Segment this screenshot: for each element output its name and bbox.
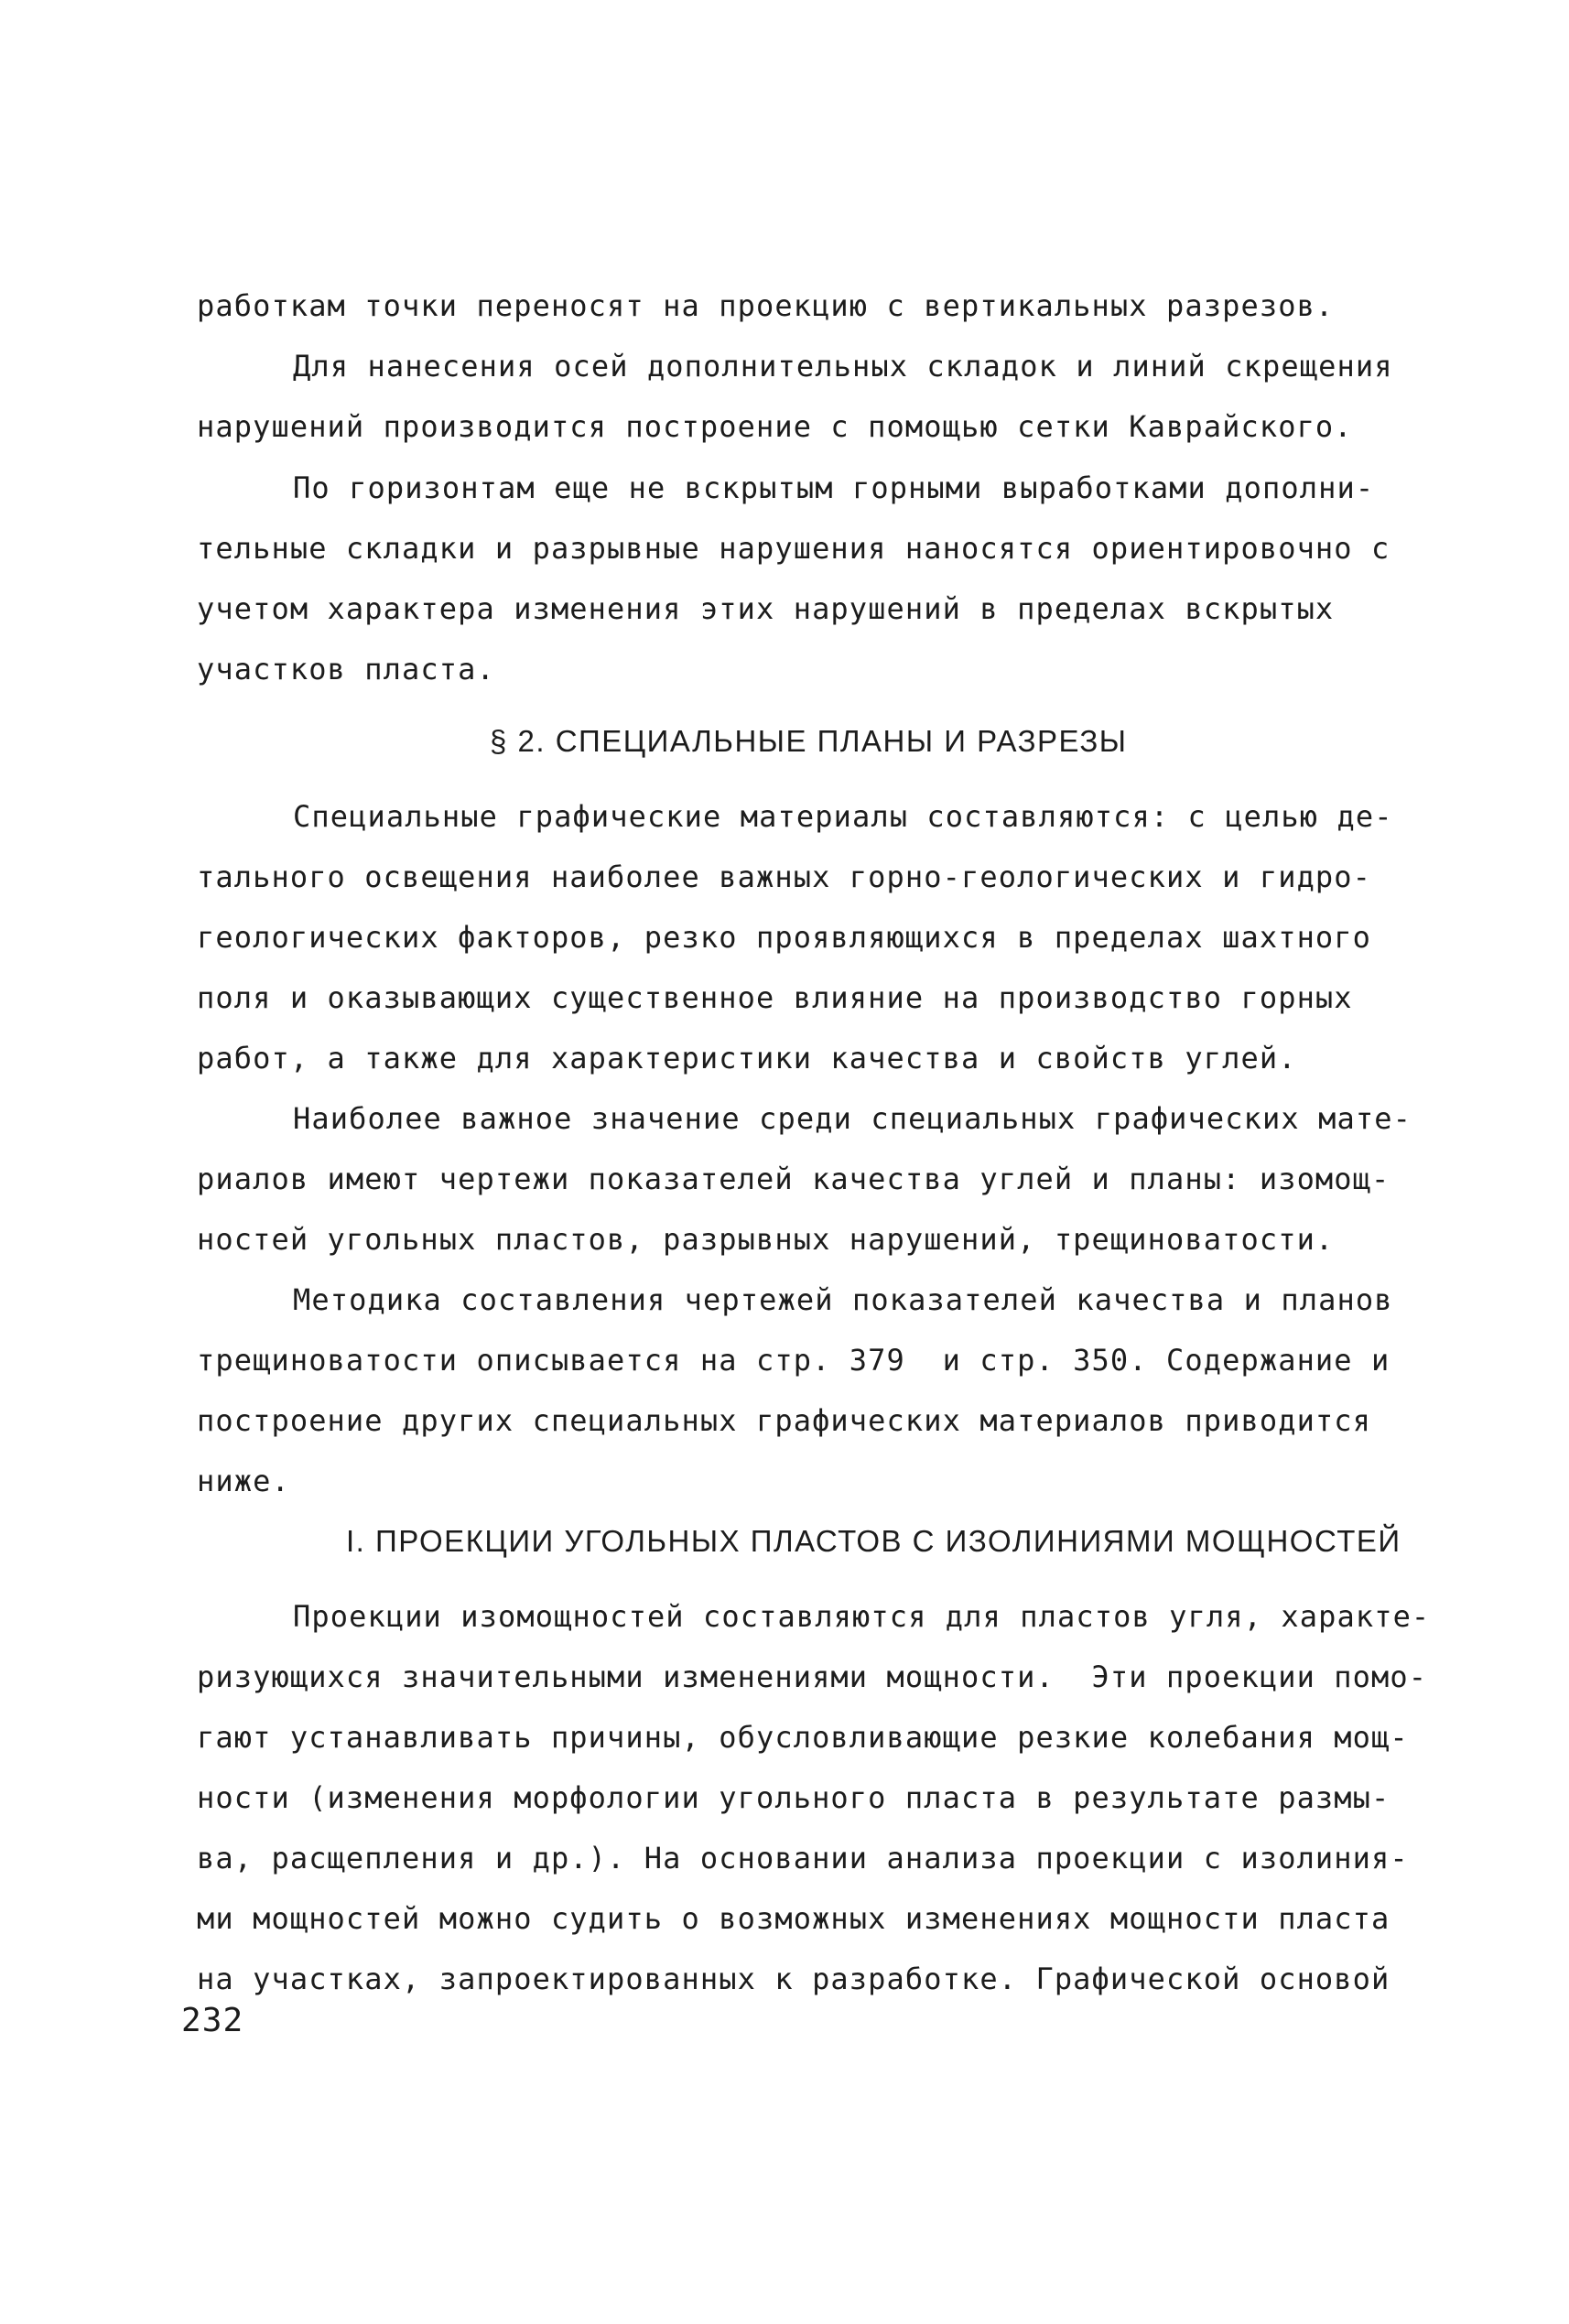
text-line-12: поля и оказывающих существенное влияние на производство горных <box>197 980 1353 1015</box>
text-line-9: Специальные графические материалы составляются: с целью де- <box>293 799 1393 834</box>
text-line-4: По горизонтам еще не вскрытым горными выработками дополни- <box>293 470 1375 505</box>
text-line-10: тального освещения наиболее важных горно-геологических и гидро- <box>197 859 1372 894</box>
text-line-11: геологических факторов, резко проявляющихся в пределах шахтного <box>197 920 1372 955</box>
text-line-22: Проекции изомощностей составляются для пластов угля, характе- <box>293 1599 1431 1634</box>
text-line-16: ностей угольных пластов, разрывных нарушений, трещиноватости. <box>197 1222 1335 1257</box>
text-line-2: Для нанесения осей дополнительных складок и линий скрещения <box>293 349 1393 384</box>
text-line-18: трещиноватости описывается на стр. 379 и стр. 350. Содержание и <box>197 1343 1390 1378</box>
text-line-25: ности (изменения морфологии угольного пласта в результате размы- <box>197 1780 1390 1815</box>
text-line-24: гают устанавливать причины, обусловливающие резкие колебания мощ- <box>197 1720 1409 1755</box>
text-line-17: Методика составления чертежей показателей качества и планов <box>293 1282 1393 1317</box>
text-line-28: на участках, запроектированных к разработке. Графической основой <box>197 1962 1390 1996</box>
text-line-3: нарушений производится построение с помощью сетки Каврайского. <box>197 409 1353 444</box>
text-line-13: работ, а также для характеристики качества и свойств углей. <box>197 1041 1297 1076</box>
text-line-1: работкам точки переносят на проекцию с вертикальных разрезов. <box>197 288 1335 323</box>
text-line-26: ва, расщепления и др.). На основании анализа проекции с изолиния- <box>197 1841 1409 1875</box>
text-line-7: участков пласта. <box>197 652 495 686</box>
text-line-19: построение других специальных графических материалов приводится <box>197 1403 1372 1438</box>
text-line-6: учетом характера изменения этих нарушений в пределах вскрытых <box>197 591 1335 626</box>
text-line-5: тельные складки и разрывные нарушения наносятся ориентировочно с <box>197 531 1390 566</box>
text-line-15: риалов имеют чертежи показателей качества углей и планы: изомощ- <box>197 1162 1390 1196</box>
text-line-27: ми мощностей можно судить о возможных изменениях мощности пласта <box>197 1901 1390 1936</box>
text-line-20: ниже. <box>197 1464 290 1498</box>
subsection-heading: I. ПРОЕКЦИИ УГОЛЬНЫХ ПЛАСТОВ С ИЗОЛИНИЯМИ МОЩНОСТЕЙ <box>346 1524 1401 1558</box>
text-line-14: Наиболее важное значение среди специальных графических мате- <box>293 1101 1412 1136</box>
page-number: 232 <box>181 2002 244 2039</box>
section-heading: § 2. СПЕЦИАЛЬНЫЕ ПЛАНЫ И РАЗРЕЗЫ <box>490 724 1128 758</box>
text-line-23: ризующихся значительными изменениями мощности. Эти проекции помо- <box>197 1659 1428 1694</box>
